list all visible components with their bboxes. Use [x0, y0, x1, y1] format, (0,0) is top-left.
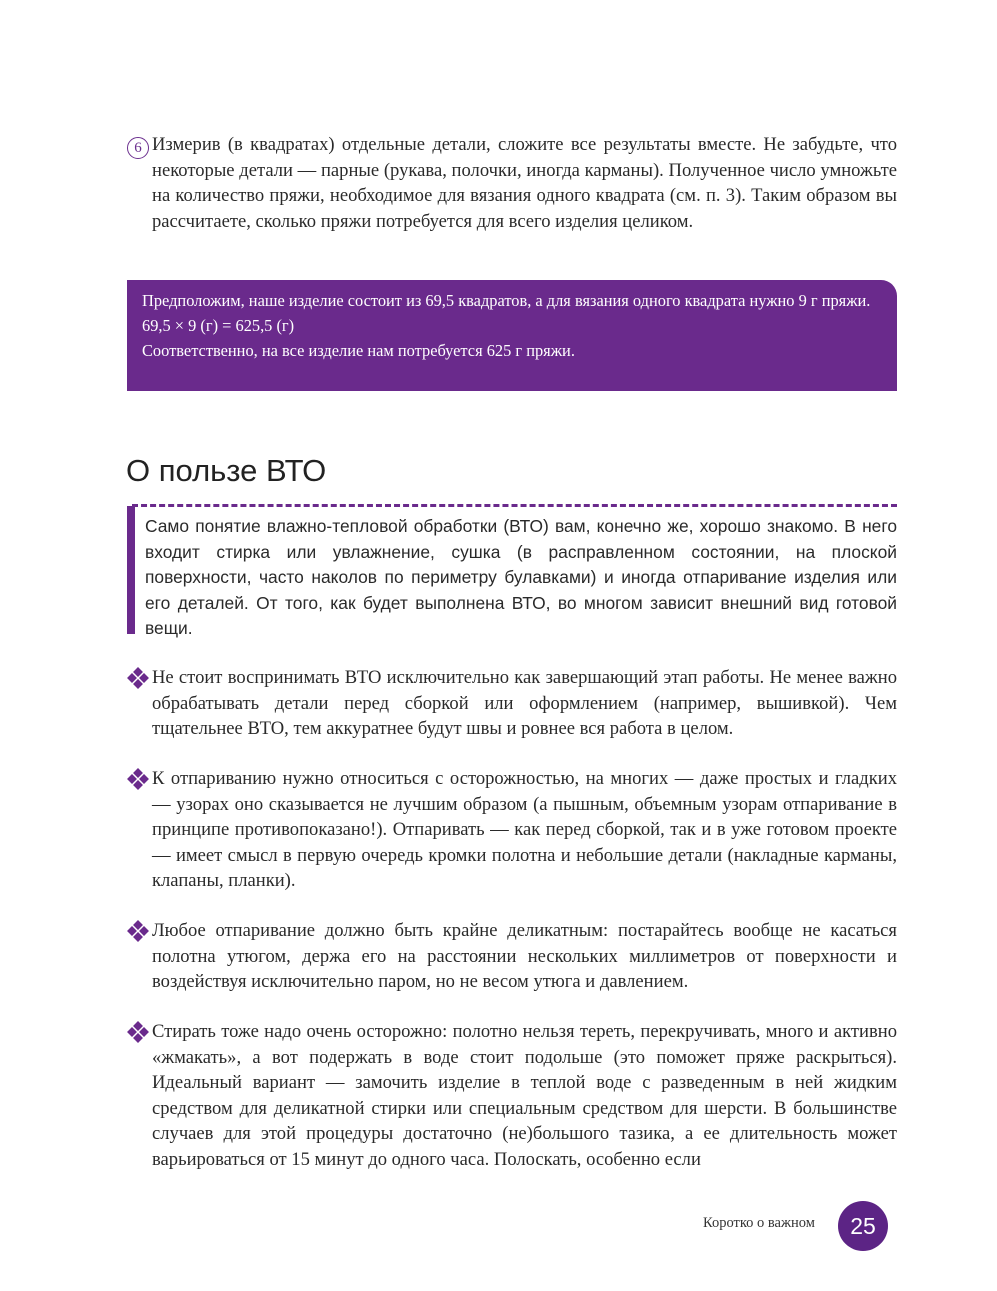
page-number: 25	[838, 1201, 888, 1251]
example-line: Предположим, наше изделие состоит из 69,5 квадратов, а для вязания одного квадрата нужно 9 г пряжи.	[142, 291, 871, 310]
diamond-cluster-icon	[127, 920, 149, 942]
bullet-paragraph: К отпариванию нужно относиться с осторожностью, на многих — даже простых и гладких — узорах оно сказывается не лучшим образом (а пышным, объемным узорам отпаривание в принципе противопоказано!). Отпаривать — как перед сборкой, так и в уже готовом проекте — имеет смысл в первую очередь кромки полотна и небольшие детали (накладные карманы, клапаны, планки).	[152, 768, 897, 891]
section-divider	[132, 504, 897, 507]
bullet-paragraph: Не стоит воспринимать ВТО исключительно как завершающий этап работы. Не менее важно обрабатывать детали перед сборкой или оформлением (например, вышивкой). Чем тщательнее ВТО, тем аккуратнее будут швы и ровнее вся работа в целом.	[152, 667, 897, 739]
example-box	[127, 280, 897, 391]
diamond-cluster-icon	[127, 768, 149, 790]
diamond-cluster-icon	[127, 1021, 149, 1043]
running-footer: Коротко о важном	[703, 1215, 815, 1231]
bullet-paragraph: Стирать тоже надо очень осторожно: полотно нельзя тереть, перекручивать, много и активно «жмакать», а вот подержать в воде стоит подольше (это поможет пряже раскрыться). Идеальный вариант — замочить изделие в теплой воде с разведенным в ней жидким средством для деликатной стирки или специальным средством для шерсти. В большинстве случаев для этой процедуры достаточно (не)большого тазика, а ее длительность может варьироваться от 15 минут до одного часа. Полоскать, особенно если	[152, 1021, 897, 1170]
intro-side-bar	[127, 506, 135, 634]
section-title: О пользе ВТО	[126, 453, 327, 488]
section-intro: Само понятие влажно-тепловой обработки (ВТО) вам, конечно же, хорошо знакомо. В него входит стирка или увлажнение, сушка (в расправленном состоянии, на плоской поверхности, часто наколов по периметру булавками) и иногда отпаривание изделия или его деталей. От того, как будет выполнена ВТО, во многом зависит внешний вид готовой вещи.	[145, 516, 897, 638]
example-formula: 69,5 × 9 (г) = 625,5 (г)	[142, 316, 295, 335]
step-number-badge: 6	[127, 137, 149, 159]
example-line: Соответственно, на все изделие нам потребуется 625 г пряжи.	[142, 341, 575, 360]
diamond-cluster-icon	[127, 667, 149, 689]
bullet-paragraph: Любое отпаривание должно быть крайне деликатным: постарайтесь вообще не касаться полотна утюгом, держа его на расстоянии нескольких миллиметров от поверхности и воздействуя исключительно паром, но не весом утюга и давлением.	[152, 920, 897, 992]
step-paragraph: Измерив (в квадратах) отдельные детали, сложите все результаты вместе. Не забудьте, что некоторые детали — парные (рукава, полочки, иногда карманы). Полученное число умножьте на количество пряжи, необходимое для вязания одного квадрата (см. п. 3). Таким образом вы рассчитаете, сколько пряжи потребуется для всего изделия целиком.	[152, 134, 897, 232]
